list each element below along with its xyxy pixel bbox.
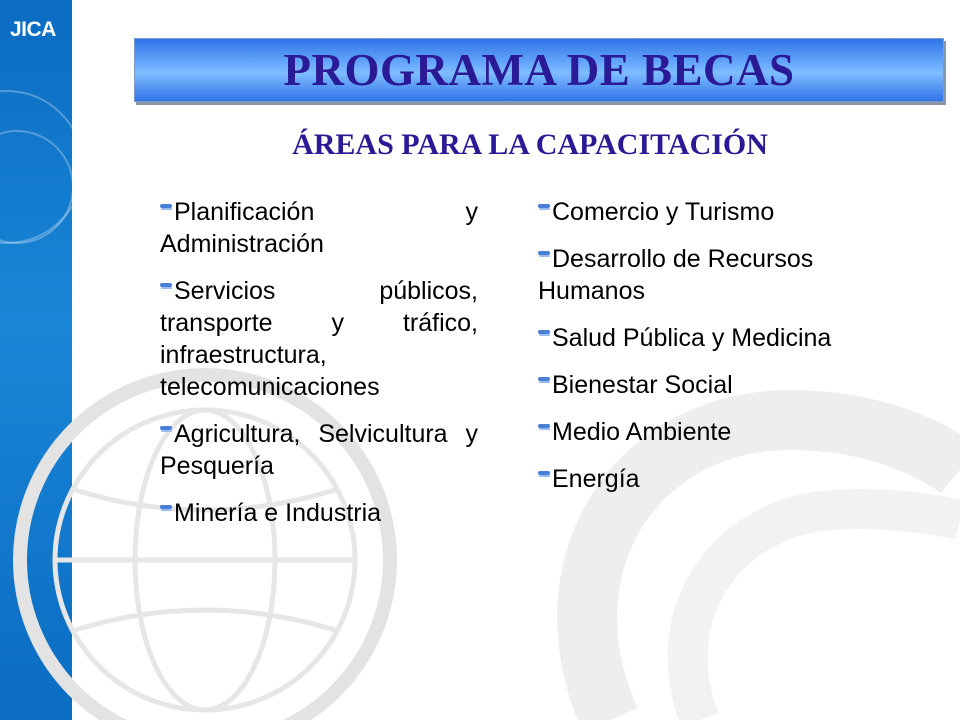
list-item-label: Minería e Industria <box>174 499 382 527</box>
list-item-label: Planificación y Administración <box>160 198 478 258</box>
list-item <box>160 418 478 482</box>
jica-logo: JICA <box>10 18 56 41</box>
list-item <box>160 275 478 403</box>
list-item-label: Servicios públicos, transporte y tráfico, infraestructura, telecomunicaciones <box>160 277 478 401</box>
list-item <box>160 497 478 529</box>
section-subtitle: ÁREAS PARA LA CAPACITACIÓN <box>292 128 768 161</box>
dash-bullet-icon <box>538 251 550 261</box>
list-item-label: Comercio y Turismo <box>552 198 775 226</box>
dash-bullet-icon <box>160 505 172 515</box>
list-item <box>538 416 838 448</box>
dash-bullet-icon <box>538 377 550 387</box>
list-item <box>538 369 838 401</box>
list-item-label: Desarrollo de Recursos Humanos <box>538 245 814 305</box>
list-item <box>538 243 838 307</box>
title-banner <box>134 38 944 102</box>
dash-bullet-icon <box>160 426 172 436</box>
list-item <box>160 196 478 260</box>
list-item <box>538 463 838 495</box>
dash-bullet-icon <box>538 330 550 340</box>
list-item-label: Energía <box>552 465 640 493</box>
dash-bullet-icon <box>538 424 550 434</box>
page-title: PROGRAMA DE BECAS <box>283 45 795 95</box>
list-item <box>538 196 838 228</box>
dash-bullet-icon <box>160 283 172 293</box>
list-item-label: Medio Ambiente <box>552 418 732 446</box>
dash-bullet-icon <box>160 204 172 214</box>
list-item-label: Agricultura, Selvicultura y Pesquería <box>160 420 478 480</box>
right-area-list <box>538 196 838 510</box>
list-item-label: Salud Pública y Medicina <box>552 324 832 352</box>
left-area-list <box>160 196 478 544</box>
list-item <box>538 322 838 354</box>
dash-bullet-icon <box>538 204 550 214</box>
dash-bullet-icon <box>538 471 550 481</box>
list-item-label: Bienestar Social <box>552 371 733 399</box>
